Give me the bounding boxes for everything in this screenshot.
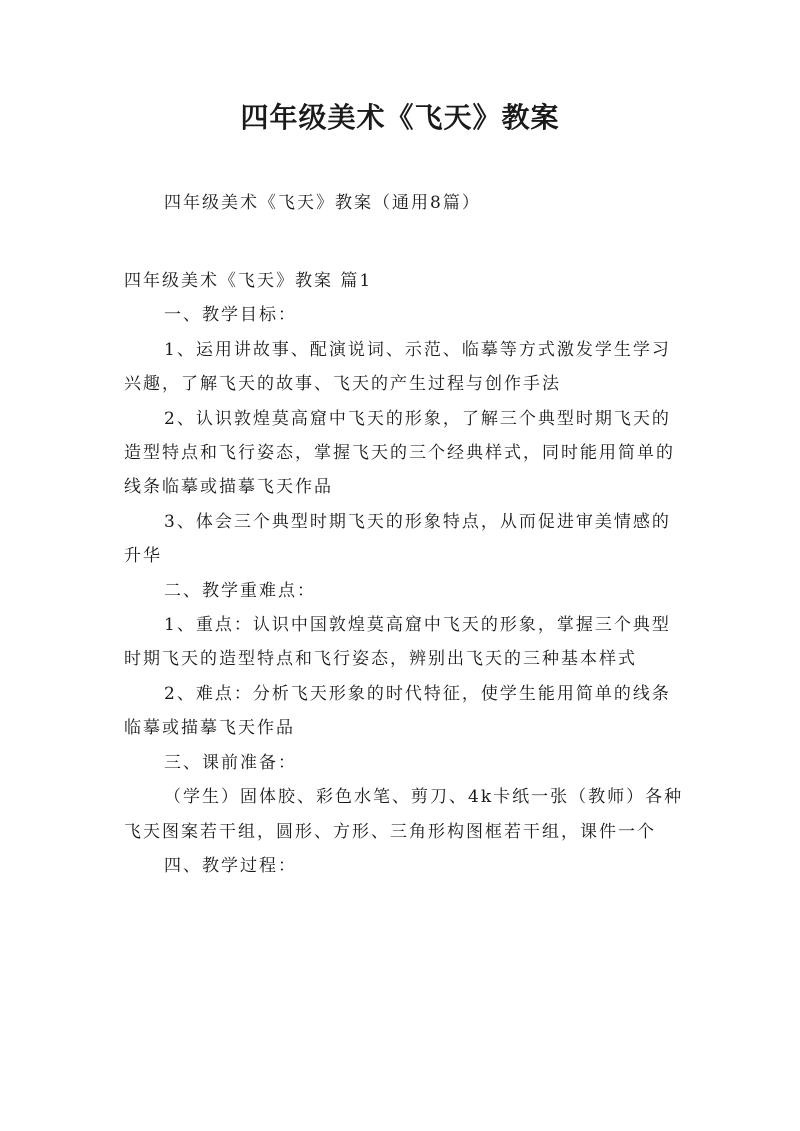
document-title: 四年级美术《飞天》教案: [240, 101, 560, 134]
paragraph-preparation: （学生）固体胶、彩色水笔、剪刀、4k卡纸一张（教师）各种飞天图案若干组，圆形、方形、三角形构图框若干组，课件一个: [124, 787, 684, 842]
paragraph-objective-3: 3、体会三个典型时期飞天的形象特点，从而促进审美情感的升华: [124, 511, 671, 567]
paragraph-key-points-heading: 二、教学重难点：: [164, 580, 316, 601]
paragraph-objective-1: 1、运用讲故事、配演说词、示范、临摹等方式激发学生学习兴趣，了解飞天的故事、飞天的产生过程与创作手法: [124, 339, 671, 395]
paragraph-difficult-point: 2、难点：分析飞天形象的时代特征，使学生能用简单的线条临摹或描摹飞天作品: [124, 683, 671, 739]
document-body: [124, 264, 684, 883]
section-heading: 四年级美术《飞天》教案 篇1: [124, 271, 373, 291]
paragraph-key-point: 1、重点：认识中国敦煌莫高窟中飞天的形象，掌握三个典型时期飞天的造型特点和飞行姿态，辨别出飞天的三种基本样式: [124, 615, 671, 670]
paragraph-preparation-heading: 三、课前准备：: [164, 752, 297, 773]
paragraph-process-heading: 四、教学过程：: [164, 855, 297, 876]
paragraph-objective-2: 2、认识敦煌莫高窟中飞天的形象，了解三个典型时期飞天的造型特点和飞行姿态，掌握飞天的三个经典样式，同时能用简单的线条临摹或描摹飞天作品: [124, 408, 675, 498]
document-subtitle: 四年级美术《飞天》教案（通用8篇）: [164, 193, 481, 213]
paragraph-objectives-heading: 一、教学目标：: [164, 305, 297, 326]
